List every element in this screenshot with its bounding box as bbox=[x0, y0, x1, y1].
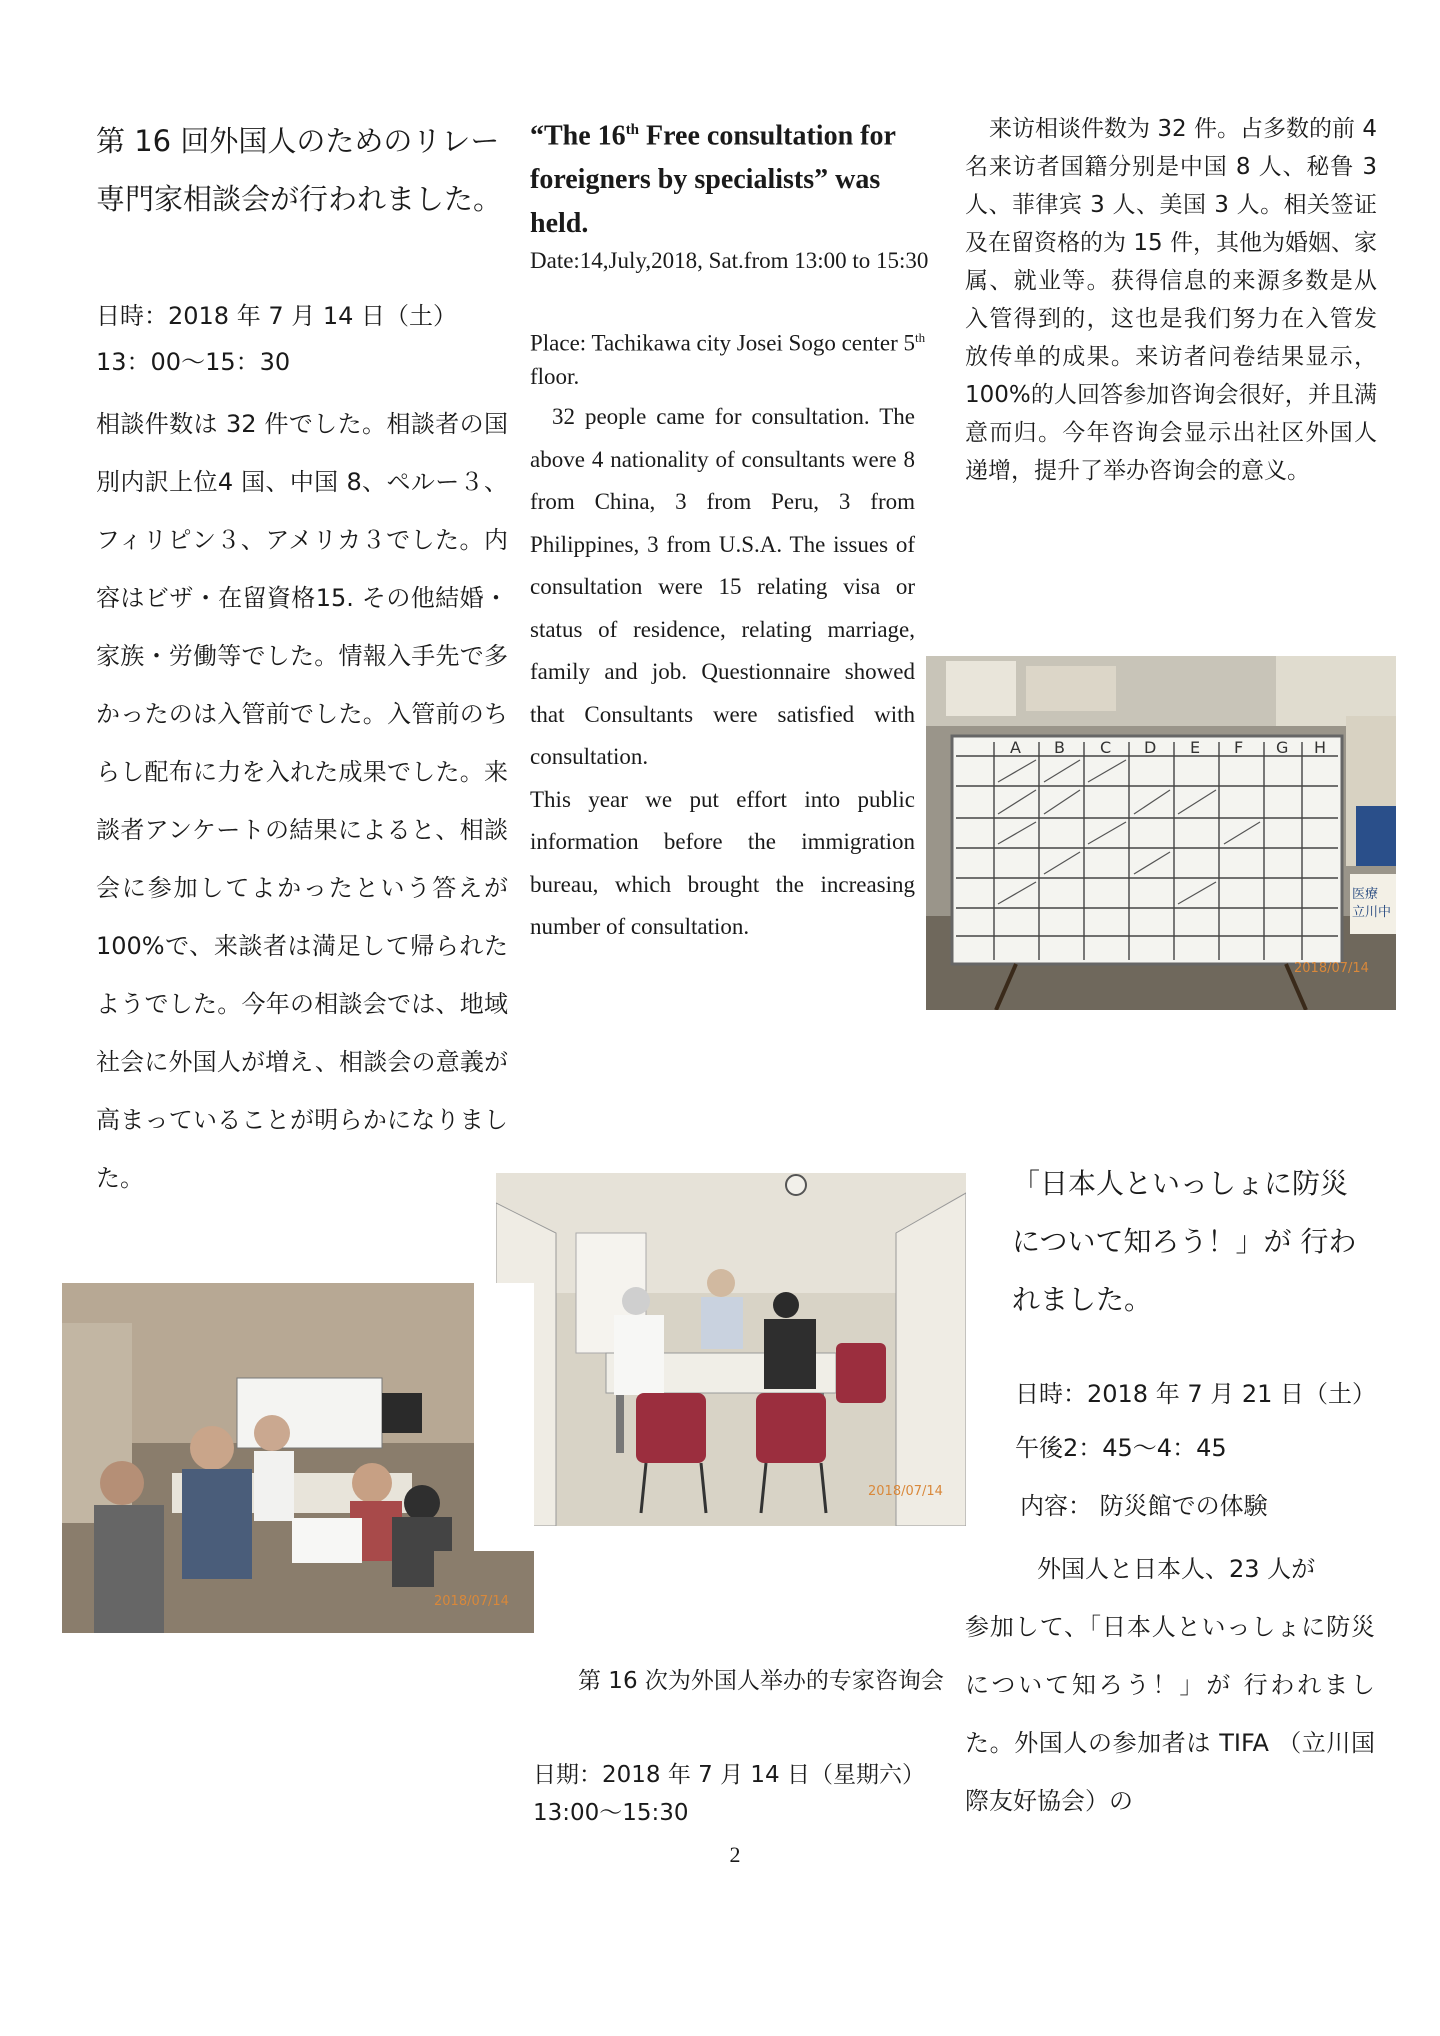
page-number: 2 bbox=[729, 1842, 741, 1867]
group-session-photo bbox=[62, 1283, 534, 1633]
disaster-body-line1: 外国人と日本人、23 人が bbox=[1037, 1555, 1316, 1583]
en-heading-ordinal: th bbox=[625, 122, 640, 138]
en-heading-part2: Free consultation for foreigners by specialists” was held. bbox=[530, 120, 896, 240]
disaster-date: 日時：2018 年 7 月 21 日（土） bbox=[1015, 1380, 1377, 1408]
disaster-body-rest: 参加して、「日本人といっしょに防災について知ろう！」が 行われました。外国人の参加者は TIFA （立川国際友好協会）の bbox=[965, 1613, 1375, 1815]
whiteboard-date-stamp: 2018/07/14 bbox=[1294, 961, 1369, 976]
cn-report-text: 来访相谈件数为 32 件。占多数的前 4 名来访者国籍分别是中国 8 人、秘鲁 3 人、菲律宾 3 人、美国 3 人。相关签证及在留资格的为 15 件，其他为婚姻、家属、就业等。获得信息的来源多数是从入管得到的，这也是我们努力在入管发放传单的成果。来访者问卷结果显示，100%的人回答参加咨询会很好，并且满意而归。今年咨询会显示出社区外国人递增，提升了举办咨询会的意义。 bbox=[965, 116, 1377, 484]
en-report-body bbox=[530, 396, 915, 949]
en-heading bbox=[530, 108, 930, 246]
cn-caption-date: 日期：2018 年 7 月 14 日（星期六） 13:00～15:30 bbox=[533, 1762, 925, 1826]
cn-caption-heading: 第 16 次为外国人举办的专家咨询会 bbox=[578, 1668, 944, 1694]
en-event-date: Date:14,July,2018, Sat.from 13:00 to 15:30 bbox=[530, 248, 929, 273]
whiteboard-col-f: F bbox=[1234, 738, 1244, 757]
disaster-time: 午後2：45～4：45 bbox=[1015, 1434, 1227, 1462]
whiteboard-col-b: B bbox=[1054, 738, 1065, 757]
cn-report-body bbox=[965, 110, 1377, 490]
en-place-part2: floor. bbox=[530, 363, 580, 389]
whiteboard-col-g: G bbox=[1276, 738, 1289, 757]
whiteboard-col-h: H bbox=[1314, 738, 1327, 757]
group-date-stamp: 2018/07/14 bbox=[434, 1594, 509, 1609]
jp-report-body: 相談件数は 32 件でした。相談者の国別内訳上位4 国、中国 8、ペルー３、フィリピン３、アメリカ３でした。内容はビザ・在留資格15. その他結婚・家族・労働等でした。情報入手先で多かったのは入管前でした。入管前のちらし配布に力を入れた成果でした。来談者アンケートの結果によると、相談会に参加してよかったという答えが 100%で、来談者は満足して帰られたようでした。今年の相談会では、地域社会に外国人が増え、相談会の意義が高まっていることが明らかになりました。 bbox=[96, 410, 508, 1192]
en-event-place bbox=[530, 321, 940, 393]
whiteboard-col-a: A bbox=[1010, 738, 1021, 757]
en-place-part1: Place: Tachikawa city Josei Sogo center 5 bbox=[530, 330, 916, 356]
disaster-body bbox=[965, 1540, 1375, 1830]
en-place-ordinal: th bbox=[915, 330, 926, 345]
en-paragraph-1: 32 people came for consultation. The above 4 nationality of consultants were 8 from China, 3 from Peru, 3 from Philippines, 3 from U.S.A. The issues of consultation were 15 relating visa or status of residence, relating marriage, family and job. Questionnaire showed that Consultants were satisfied with consultation. bbox=[530, 404, 915, 769]
whiteboard-sign: 医療立川中 bbox=[1352, 887, 1392, 920]
disaster-heading: 「日本人といっしょに防災について知ろう！」が 行われました。 bbox=[1012, 1167, 1357, 1316]
jp-heading: 第 16 回外国人のためのリレー専門家相談会が行われました。 bbox=[96, 124, 503, 216]
whiteboard-photo bbox=[926, 656, 1396, 1010]
consultation-date-stamp: 2018/07/14 bbox=[868, 1484, 943, 1499]
whiteboard-col-e: E bbox=[1190, 738, 1201, 757]
consultation-photo bbox=[496, 1173, 966, 1526]
jp-event-date: 日時：2018 年 7 月 14 日（土） bbox=[96, 302, 458, 330]
whiteboard-col-d: D bbox=[1144, 738, 1157, 757]
jp-event-time: 13：00～15：30 bbox=[96, 348, 291, 376]
en-heading-part1: “The 16 bbox=[530, 120, 626, 152]
whiteboard-col-c: C bbox=[1100, 738, 1112, 757]
en-paragraph-2: This year we put effort into public information before the immigration bureau, which brought the increasing number of consultation. bbox=[530, 786, 915, 939]
disaster-content: 内容： 防災館での体験 bbox=[1020, 1492, 1268, 1520]
